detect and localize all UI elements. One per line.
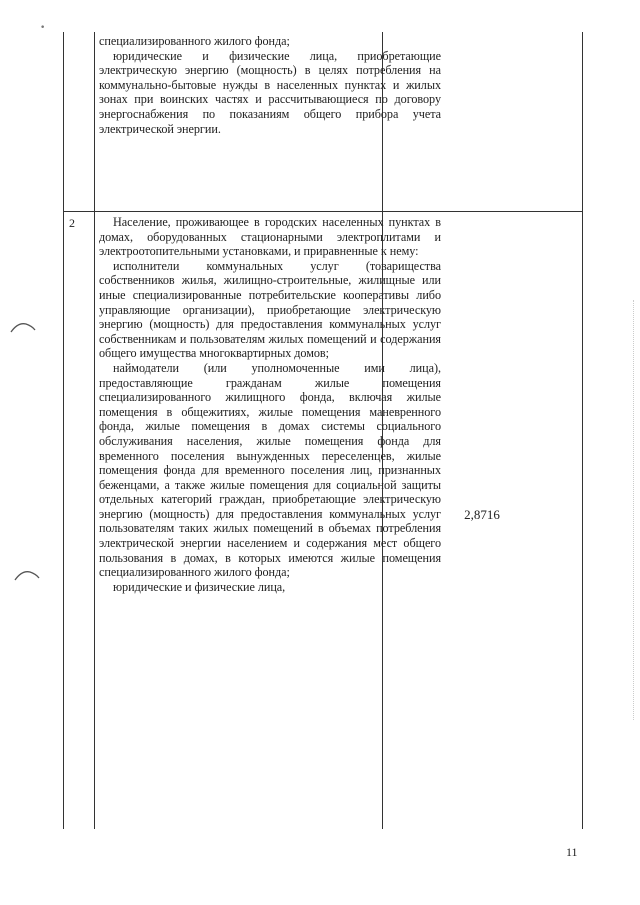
row-1-line: специализированного жилого фонда;: [99, 34, 290, 48]
row-2-tariff-value: 2,8716: [464, 507, 500, 522]
row-2-paragraph: наймодатели (или уполномоченные ими лица), предоставляющие гражданам жилые помещения специализированного жилищного фонда, включая жилые помещения в общежитиях, жилые помещения маневренного фонда, жилые помещения в домах системы социального обслуживания населения, жилые помещения фонда для временного поселения вынужденных переселенцев, жилые помещения фонда для временного поселения лиц, признанных беженцами, а также жилые помещения для социальной защиты отдельных категорий граждан, приобретающие электрическую энергию (мощность) для предоставления коммунальных услуг пользователям таких жилых помещений в объемах потребления электрической энергии населением и содержания мест общего пользования в домах, в которых имеются жилые помещения специализированного жилого фонда;: [99, 360, 441, 580]
margin-scribble-mark: [12, 566, 42, 586]
row-2-paragraph: юридические и физические лица,: [113, 579, 286, 594]
row-divider: [64, 211, 582, 212]
margin-scribble-mark: [8, 318, 38, 338]
row-1-paragraph: юридические и физические лица, приобретающие электрическую энергию (мощность) в целях потребления на коммунально-бытовые нужды в населенных пунктах и жилых зонах при воинских частях и рассчитывающиеся по договору энергоснабжения по показаниям общего прибора учета электрической энергии.: [99, 48, 441, 136]
row-1-description: [99, 34, 441, 136]
row-2-number: 2: [69, 216, 75, 230]
page-number: 11: [566, 845, 578, 859]
tariff-table: [63, 32, 583, 829]
row-2-paragraph: Население, проживающее в городских населенных пунктах в домах, оборудованных стационарными электроплитами и электроотопительными установками, и приравненные к нему:: [99, 215, 441, 259]
column-divider-number: [94, 32, 95, 829]
row-2-paragraph: исполнители коммунальных услуг (товарищества собственников жилья, жилищно-строительные, жилищные или иные специализированные потребительские кооперативы либо управляющие организации), приобретающие электрическую энергию (мощность) для предоставления коммунальных услуг собственникам и пользователям жилых помещений и содержания общего имущества многоквартирных домов;: [99, 258, 441, 361]
scan-speck: •: [40, 23, 46, 33]
row-2-description: [99, 215, 441, 594]
scan-edge-line: [633, 300, 634, 720]
